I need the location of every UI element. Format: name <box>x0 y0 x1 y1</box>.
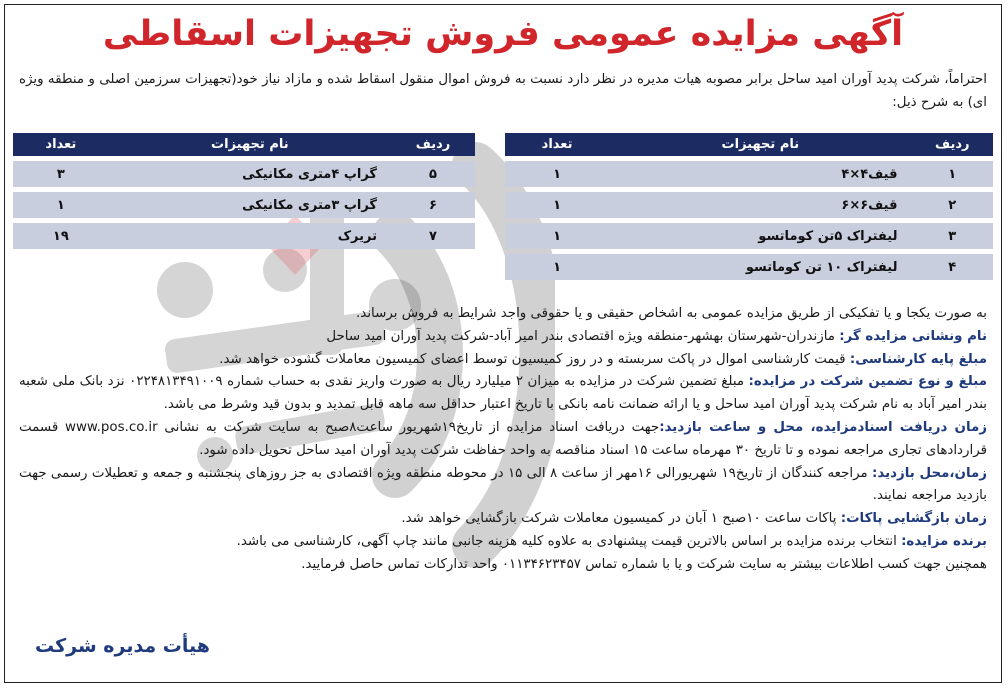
table-row <box>505 192 993 218</box>
cell-name: قیف۶×۶ <box>609 192 911 218</box>
table-row <box>505 223 993 249</box>
cell-row: ۳ <box>911 223 993 249</box>
guarantee-label: مبلغ و نوع تضمین شرکت در مزایده: <box>748 374 987 390</box>
cell-row: ۲ <box>911 192 993 218</box>
table-row <box>13 223 475 249</box>
table-header-row <box>13 133 475 156</box>
cell-count: ۳ <box>13 161 109 187</box>
header-count: تعداد <box>505 133 609 156</box>
table-header-row <box>505 133 993 156</box>
guarantee-text: مبلغ تضمین شرکت در مزایده به میزان ۲ میلیارد ریال به صورت واریز نقدی به حساب شماره ۰۲۲۴۸۱۳۴۹۱۰۰۹ نزد بانک ملی شعبه بندر امیر آباد به نام شرکت پدید آوران امید ساحل و یا ارائه ضمانت نامه بانکی با تاریخ اعتبار حداقل سه ماهه قابل تمدید و بدون قید وشرط می باشد. <box>19 374 987 413</box>
cell-count: ۱ <box>505 254 609 280</box>
address-paragraph <box>19 326 987 349</box>
equipment-table-left <box>13 128 475 254</box>
cell-row: ۱ <box>911 161 993 187</box>
visit-paragraph <box>19 463 987 509</box>
cell-name: گراپ ۳متری مکانیکی <box>109 192 391 218</box>
opening-text: پاکات ساعت ۱۰صبح ۱ آبان در کمیسیون معاملات شرکت بازگشایی خواهد شد. <box>401 511 841 527</box>
equipment-table-right <box>505 128 993 285</box>
cell-name: لیفتراک ۱۰ تن کوماتسو <box>609 254 911 280</box>
cell-row: ۷ <box>391 223 475 249</box>
page-title: آگهی مزایده عمومی فروش تجهیزات اسقاطی <box>102 14 904 54</box>
base-price-paragraph <box>19 349 987 372</box>
cell-count: ۱ <box>505 223 609 249</box>
contact-paragraph: همچنین جهت کسب اطلاعات بیشتر به سایت شرکت و یا با شماره تماس ۰۱۱۳۴۶۲۳۴۵۷ واحد تدارکات تماس حاصل فرمایید. <box>301 556 987 572</box>
header-row-number: ردیف <box>391 133 475 156</box>
cell-count: ۱ <box>13 192 109 218</box>
header-equipment-name: نام تجهیزات <box>109 133 391 156</box>
visit-label: زمان،محل بازدید: <box>872 465 987 481</box>
winner-text: انتخاب برنده مزایده بر اساس بالاترین قیمت پیشنهادی به علاوه کلیه هزینه جانبی مانند چاپ آگهی، کارشناسی می باشد. <box>236 533 902 549</box>
cell-name: قیف۴×۴ <box>609 161 911 187</box>
header-row-number: ردیف <box>911 133 993 156</box>
header-equipment-name: نام تجهیزات <box>609 133 911 156</box>
table-row <box>13 192 475 218</box>
cell-count: ۱۹ <box>13 223 109 249</box>
table-row <box>505 161 993 187</box>
guarantee-paragraph <box>19 371 987 417</box>
base-price-text: قیمت کارشناسی اموال در پاکت سربسته و در روز کمیسیون توسط اعضای کمیسیون معاملات گشوده خواهد شد. <box>219 351 850 367</box>
base-price-label: مبلغ پایه کارشناسی: <box>849 351 987 367</box>
opening-paragraph <box>19 508 987 531</box>
docs-text: جهت دریافت اسناد مزایده از تاریخ۱۹شهریور ساعت۸صبح به سایت شرکت به نشانی <box>157 419 660 435</box>
cell-row: ۶ <box>391 192 475 218</box>
cell-row: ۵ <box>391 161 475 187</box>
signature: هیأت مدیره شرکت <box>35 635 210 657</box>
intro-paragraph: احتراماً، شرکت پدید آوران امید ساحل برابر مصوبه هیات مدیره در نظر دارد نسبت به فروش اموال منقول اسقاط شده و مازاد نیاز خود(تجهیزات سرزمین اصلی و منطقه ویژه ای) به شرح ذیل: <box>19 72 987 110</box>
table-row <box>13 161 475 187</box>
winner-paragraph <box>19 531 987 554</box>
visit-text: مراجعه کنندگان از تاریخ۱۹ شهریورالی ۱۶مهر از ساعت ۸ الی ۱۵ در محوطه منطقه ویژه اقتصادی به جز روزهای پنجشنبه و جمعه و تعطیلات رسمی جهت بازدید مراجعه نمایند. <box>19 465 987 504</box>
cell-name: لیفتراک ۵تن کوماتسو <box>609 223 911 249</box>
opening-label: زمان بازگشایی پاکات: <box>840 511 987 527</box>
cell-name: گراپ ۴متری مکانیکی <box>109 161 391 187</box>
cell-name: تریرک <box>109 223 391 249</box>
cell-count: ۱ <box>505 192 609 218</box>
cell-count: ۱ <box>505 161 609 187</box>
winner-label: برنده مزایده: <box>901 533 987 549</box>
details-section <box>19 303 987 577</box>
address-text: مازندران-شهرستان بهشهر-منطقه ویژه اقتصادی بندر امیر آباد-شرکت پدید آوران امید ساحل <box>326 328 840 344</box>
docs-text-continued: قسمت قراردادهای تجاری مراجعه نموده و تا تاریخ ۳۰ مهرماه ساعت ۱۵ اسناد مناقصه به واحد حفاظت شرکت پدید آوران امید ساحل تحویل داده شود. <box>19 419 987 458</box>
advertisement-frame <box>4 4 1002 683</box>
table-row <box>505 254 993 280</box>
docs-label: زمان دریافت اسنادمزایده، محل و ساعت بازدید: <box>659 419 988 435</box>
address-label: نام ونشانی مزایده گر: <box>839 328 987 344</box>
cell-row: ۴ <box>911 254 993 280</box>
website-link[interactable]: www.pos.co.ir <box>65 419 158 435</box>
header-count: تعداد <box>13 133 109 156</box>
docs-paragraph <box>19 417 987 463</box>
sale-paragraph: به صورت یکجا و یا تفکیکی از طریق مزایده عمومی به اشخاص حقیقی و یا حقوقی واجد شرایط به فروش برساند. <box>356 306 987 321</box>
